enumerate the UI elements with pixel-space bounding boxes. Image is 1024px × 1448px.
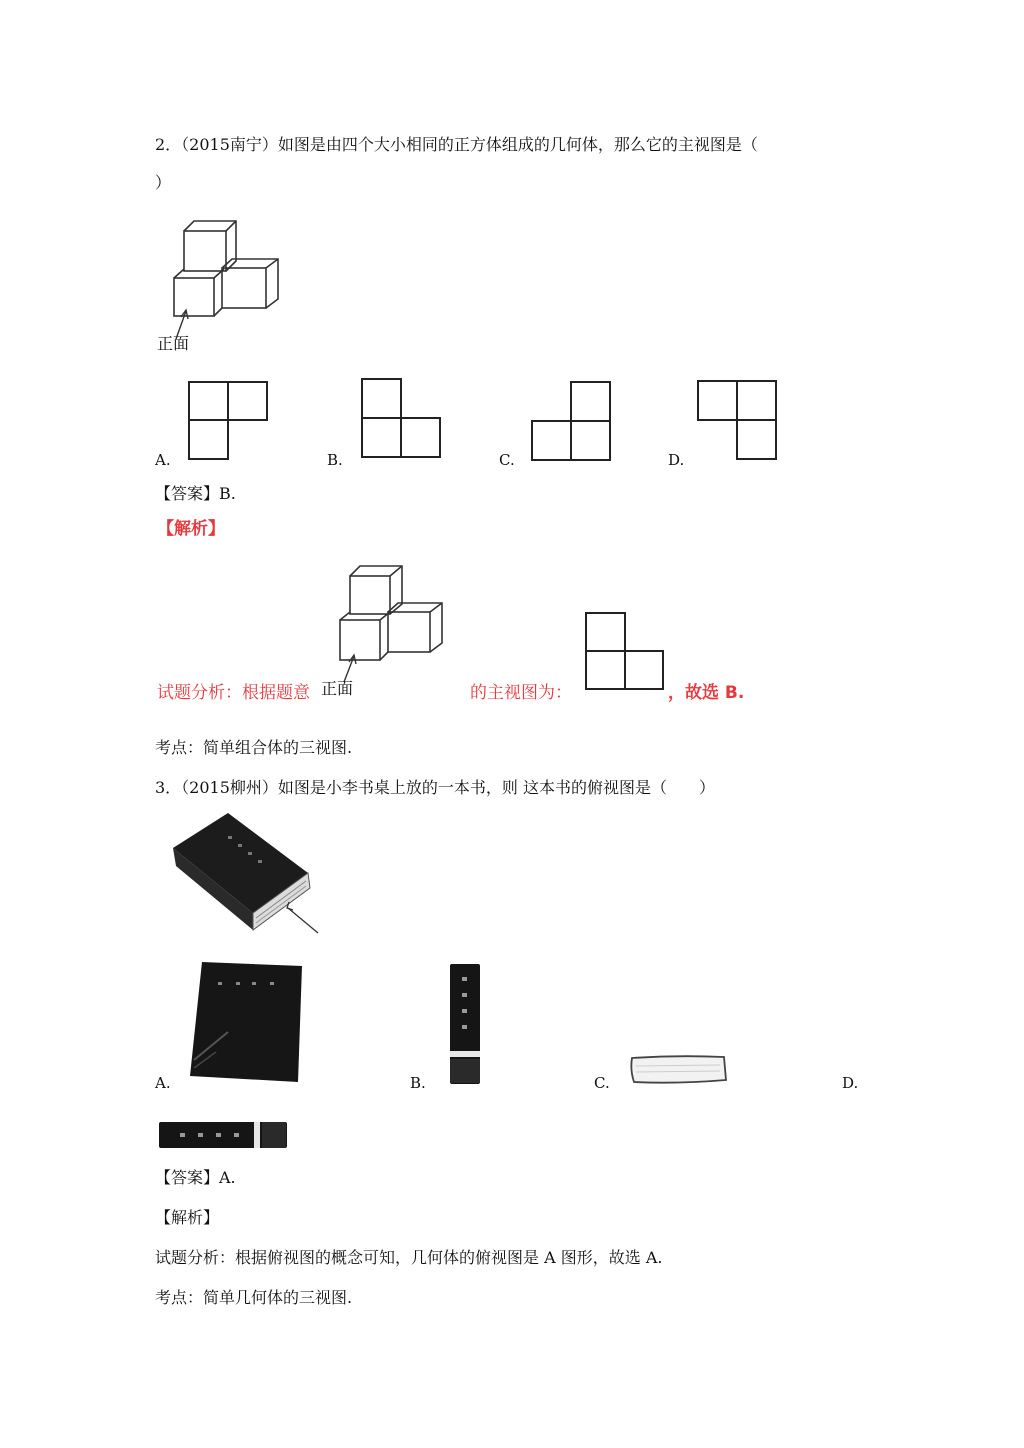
q2-option-b-figure — [360, 378, 442, 460]
q2-knowledge-point: 考点：简单组合体的三视图. — [155, 738, 353, 757]
q2-analysis-heading: 【解析】 — [157, 519, 225, 539]
q3-option-a-figure — [188, 960, 304, 1084]
q3-option-b-figure — [448, 963, 482, 1085]
q2-answer: 【答案】B. — [155, 484, 236, 503]
q2-analysis-text-3: ，故选 B. — [668, 683, 745, 703]
q2-analysis-front-label: 正面 — [321, 679, 354, 698]
q2-option-a-figure — [188, 380, 270, 462]
q3-option-d-label: D. — [842, 1074, 859, 1092]
q2-option-b-label: B. — [327, 451, 343, 469]
q2-cube-figure — [150, 215, 290, 335]
q3-book-figure — [168, 808, 323, 938]
q3-stem: 3．（2015柳州）如图是小李书桌上放的一本书，则 这本书的俯视图是（ ） — [155, 778, 715, 797]
q3-option-c-label: C. — [594, 1074, 610, 1092]
q3-option-b-label: B. — [410, 1074, 426, 1092]
q2-option-d-label: D. — [668, 451, 685, 469]
q2-option-d-figure — [697, 380, 779, 462]
q2-analysis-text-2: 的主视图为： — [470, 683, 572, 703]
q2-analysis-cube-figure — [332, 560, 452, 690]
q3-analysis-text: 试题分析：根据俯视图的概念可知，几何体的俯视图是 A 图形，故选 A. — [155, 1248, 663, 1267]
q3-analysis-heading: 【解析】 — [155, 1208, 220, 1227]
q2-option-c-figure — [531, 381, 613, 463]
q2-stem-close: ） — [155, 173, 172, 192]
q2-front-label: 正面 — [157, 334, 190, 353]
q3-knowledge-point: 考点：简单几何体的三视图. — [155, 1288, 353, 1307]
q3-option-a-label: A. — [155, 1074, 171, 1092]
q2-option-c-label: C. — [499, 451, 515, 469]
q2-option-a-label: A. — [155, 451, 171, 469]
q2-analysis-answer-figure — [584, 611, 666, 693]
q3-option-d-figure — [158, 1120, 288, 1150]
q2-analysis-text-1: 试题分析：根据题意 — [157, 683, 310, 703]
q3-answer: 【答案】A. — [155, 1168, 236, 1187]
q3-option-c-figure — [628, 1054, 728, 1086]
q2-stem: 2．（2015南宁）如图是由四个大小相同的正方体组成的几何体，那么它的主视图是（ — [155, 135, 758, 154]
